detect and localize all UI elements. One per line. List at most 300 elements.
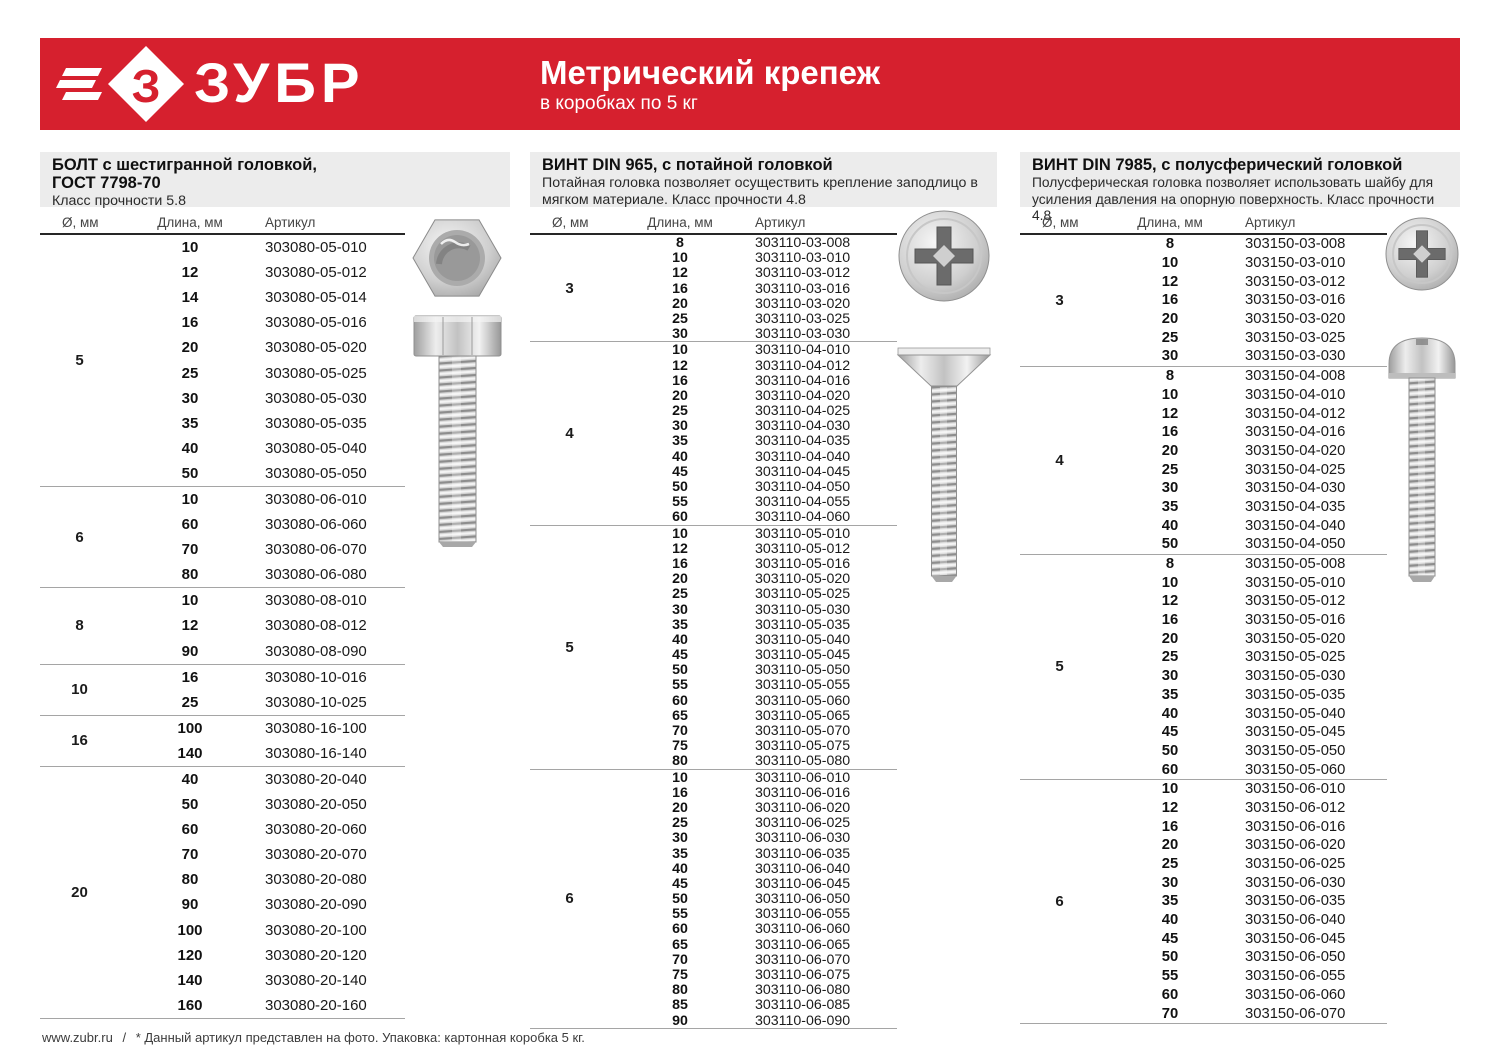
table-row [1115,611,1387,630]
length-value: 10 [181,490,199,508]
table-row [135,537,405,562]
diameter-value: 4 [1055,451,1064,469]
table-row [625,1013,897,1028]
table-row [625,937,897,952]
article-value: 303110-06-016 [755,784,851,801]
article-value: 303080-16-100 [265,719,367,737]
article-value: 303080-20-080 [265,871,367,889]
footer-divider: / [122,1030,127,1045]
table-row [1115,310,1387,329]
length-value: 70 [672,723,688,739]
article-value: 303110-05-055 [755,677,851,694]
article-value: 303080-20-040 [265,771,367,789]
diameter-value: 3 [1055,291,1064,309]
article-value: 303150-06-012 [1245,799,1346,816]
table-row [625,373,897,388]
article-value: 303150-05-025 [1245,649,1346,666]
table-title [52,156,498,192]
diameter-group [40,664,405,715]
diameter-group [1020,235,1387,366]
article-value: 303110-05-035 [755,616,851,633]
article-value: 303080-20-100 [265,921,367,939]
length-value: 100 [177,719,203,737]
product-photo [896,210,993,588]
table-row [135,892,405,917]
article-value: 303150-05-040 [1245,705,1346,722]
group-rows [135,487,405,587]
length-value: 30 [1161,668,1179,685]
length-value: 35 [1161,686,1179,703]
table-row [135,260,405,285]
table-row [625,906,897,921]
table-row [135,411,405,436]
article-value: 303080-20-070 [265,846,367,864]
length-value: 25 [672,586,688,603]
column-header-length: Длина, мм [157,215,223,230]
table-row [625,952,897,967]
table-row [625,785,897,800]
article-value: 303150-03-012 [1245,273,1346,290]
length-value: 25 [1161,329,1179,346]
article-value: 303110-05-080 [755,753,851,770]
article-value: 303110-04-045 [755,463,851,480]
article-value: 303080-05-016 [265,314,367,332]
table-row [1115,272,1387,291]
pan-head-screw-photo-icon [1386,212,1458,590]
article-value: 303110-03-016 [755,280,851,297]
group-rows [135,665,405,715]
length-value: 120 [177,946,203,964]
table-row [625,982,897,997]
length-value: 60 [181,516,199,534]
table-row [135,639,405,664]
article-value: 303150-04-035 [1245,498,1346,515]
length-value: 20 [672,799,688,816]
article-value: 303150-04-020 [1245,442,1346,459]
table-row [135,436,405,461]
diameter-value: 4 [565,424,574,442]
article-value: 303110-05-020 [755,571,851,588]
article-value: 303150-05-035 [1245,686,1346,703]
table-row [1115,516,1387,535]
length-value: 45 [672,647,688,664]
length-value: 12 [672,265,688,282]
length-value: 30 [1161,874,1179,891]
length-value: 50 [672,891,688,908]
length-value: 60 [1161,986,1179,1003]
table-row [1115,423,1387,442]
table-header [40,152,510,207]
table-row [625,556,897,571]
length-value: 10 [181,239,199,257]
diameter-value: 10 [71,681,88,699]
table-row [1115,460,1387,479]
table-row [1115,648,1387,667]
length-value: 35 [181,414,199,432]
table-row [135,690,405,715]
table-row [625,723,897,738]
table-title [1032,156,1448,174]
table-row [1115,347,1387,366]
table-row [1115,892,1387,911]
article-value: 303150-05-008 [1245,556,1346,573]
article-value: 303150-06-060 [1245,986,1346,1003]
table-row [625,326,897,341]
table-row [625,235,897,250]
length-value: 75 [672,967,688,983]
article-value: 303080-10-016 [265,668,367,686]
table-row [135,461,405,486]
table-row [135,562,405,587]
table-body [530,235,897,1029]
article-value: 303150-04-012 [1245,405,1346,422]
article-value: 303110-06-040 [755,860,851,877]
article-value: 303110-04-010 [755,342,851,359]
group-rows [625,342,897,524]
length-value: 10 [181,592,199,610]
diameter-value: 6 [1055,892,1064,910]
footer-note: * Данный артикул представлен на фото. Упаковка: картонная коробка 5 кг. [135,1030,585,1045]
length-value: 65 [672,707,688,724]
article-value: 303110-05-065 [755,707,851,724]
article-value: 303110-05-050 [755,662,851,679]
table-row [1115,742,1387,761]
article-value: 303080-20-160 [265,996,367,1014]
site-url[interactable]: www.zubr.ru [42,1030,113,1045]
length-value: 12 [1161,799,1179,816]
table-row [1115,328,1387,347]
table-row [1115,1004,1387,1023]
table-row [135,487,405,512]
length-value: 85 [672,997,688,1014]
table-row [135,335,405,360]
table-row [135,968,405,993]
length-value: 35 [672,616,688,633]
length-value: 70 [1161,1005,1179,1022]
article-value: 303150-04-030 [1245,480,1346,497]
length-value: 80 [181,871,199,889]
table-row [135,512,405,537]
group-rows [625,526,897,769]
table-row [625,494,897,509]
article-value: 303110-05-030 [755,601,851,618]
length-value: 40 [672,448,688,465]
article-value: 303110-03-008 [755,235,851,251]
length-value: 25 [672,310,688,327]
article-value: 303150-06-010 [1245,781,1346,798]
length-value: 100 [177,921,203,939]
length-value: 35 [672,845,688,862]
article-value: 303150-06-016 [1245,818,1346,835]
column-header-article: Артикул [755,215,806,230]
table-title-line: ВИНТ DIN 965, с потайной головкой [542,156,833,174]
article-value: 303080-05-030 [265,389,367,407]
diameter-value: 6 [75,528,84,546]
article-value: 303150-05-050 [1245,742,1346,759]
length-value: 55 [1161,968,1179,985]
article-value: 303080-06-080 [265,566,367,584]
article-value: 303110-05-025 [755,586,851,603]
table-row [625,891,897,906]
article-value: 303110-06-020 [755,799,851,816]
length-value: 30 [672,326,688,343]
product-photo [1386,212,1458,590]
article-value: 303110-06-055 [755,906,851,923]
length-value: 20 [1161,442,1179,459]
group-rows [135,588,405,663]
diameter-group [40,235,405,486]
length-value: 20 [672,387,688,404]
table-row [1115,291,1387,310]
length-value: 35 [1161,498,1179,515]
article-value: 303150-03-020 [1245,311,1346,328]
table-row [135,235,405,260]
article-value: 303080-10-025 [265,693,367,711]
length-value: 40 [181,439,199,457]
article-value: 303150-03-030 [1245,348,1346,365]
article-value: 303110-06-060 [755,921,851,938]
length-value: 55 [672,494,688,511]
article-value: 303110-06-045 [755,875,851,892]
length-value: 12 [1161,593,1179,610]
article-value: 303150-06-025 [1245,856,1346,873]
length-value: 35 [672,433,688,450]
table-row [135,993,405,1018]
column-headers [40,215,405,235]
diameter-group [530,341,897,524]
article-value: 303150-06-045 [1245,930,1346,947]
length-value: 40 [1161,705,1179,722]
brand-banner [40,38,1460,130]
article-value: 303110-04-060 [755,509,851,526]
fastener-table [530,152,997,1029]
table-row [1115,386,1387,405]
column-headers [530,215,897,235]
article-value: 303110-03-020 [755,295,851,312]
diameter-group [40,486,405,587]
article-value: 303080-05-025 [265,364,367,382]
table-row [135,285,405,310]
article-value: 303110-05-040 [755,631,851,648]
length-value: 90 [672,1012,688,1029]
article-value: 303110-04-030 [755,418,851,435]
hex-bolt-photo-icon [405,214,510,549]
article-value: 303080-08-090 [265,642,367,660]
article-value: 303080-05-040 [265,439,367,457]
table-row [625,861,897,876]
article-value: 303080-20-060 [265,821,367,839]
article-value: 303110-06-075 [755,967,851,983]
article-value: 303110-04-020 [755,387,851,404]
svg-text:З: З [131,60,161,112]
article-value: 303110-05-010 [755,525,851,542]
article-value: 303110-05-070 [755,723,851,739]
article-value: 303080-16-140 [265,744,367,762]
table-row [135,918,405,943]
table-row [135,792,405,817]
column-headers [1020,215,1387,235]
column-header-diameter: Ø, мм [552,215,589,230]
article-value: 303080-05-012 [265,264,367,282]
table-row [625,311,897,326]
length-value: 60 [1161,761,1179,778]
length-value: 60 [181,821,199,839]
length-value: 55 [672,906,688,923]
article-value: 303080-20-050 [265,796,367,814]
length-value: 16 [1161,424,1179,441]
length-value: 50 [1161,536,1179,553]
table-row [625,693,897,708]
table-row [625,617,897,632]
table-row [625,296,897,311]
table-row [135,741,405,766]
article-value: 303110-06-090 [755,1012,851,1029]
article-value: 303150-06-070 [1245,1005,1346,1022]
table-row [1115,592,1387,611]
table-row [1115,873,1387,892]
table-row [1115,911,1387,930]
table-row [1115,836,1387,855]
length-value: 8 [1165,368,1175,385]
column-header-diameter: Ø, мм [1042,215,1079,230]
table-body [40,235,405,1019]
article-value: 303110-04-050 [755,479,851,495]
length-value: 16 [1161,612,1179,629]
length-value: 25 [181,364,199,382]
length-value: 50 [672,479,688,495]
length-value: 16 [672,372,688,389]
diameter-group [40,587,405,663]
article-value: 303110-05-060 [755,692,851,709]
table-row [135,842,405,867]
article-value: 303150-05-060 [1245,761,1346,778]
length-value: 75 [672,738,688,755]
article-value: 303080-06-070 [265,541,367,559]
length-value: 60 [672,509,688,526]
length-value: 80 [181,566,199,584]
column-header-length: Длина, мм [647,215,713,230]
table-row [1115,855,1387,874]
table-row [1115,479,1387,498]
article-value: 303110-04-025 [755,403,851,420]
article-value: 303110-06-025 [755,815,851,832]
article-value: 303150-05-016 [1245,612,1346,629]
table-row [625,647,897,662]
length-value: 14 [181,289,199,307]
length-value: 16 [181,668,199,686]
article-value: 303150-05-045 [1245,724,1346,741]
article-value: 303110-05-016 [755,555,851,572]
zubr-logo [56,38,365,130]
countersunk-screw-photo-icon [896,210,993,588]
table-row [625,509,897,524]
length-value: 60 [672,692,688,709]
length-value: 50 [181,796,199,814]
length-value: 30 [181,389,199,407]
table-row [1115,799,1387,818]
diameter-value: 3 [565,279,574,297]
length-value: 40 [672,631,688,648]
table-row [1115,929,1387,948]
article-value: 303150-04-025 [1245,461,1346,478]
table-row [625,342,897,357]
table-row [1115,780,1387,799]
table-row [1115,367,1387,386]
article-value: 303080-06-060 [265,516,367,534]
length-value: 65 [672,936,688,953]
length-value: 35 [1161,893,1179,910]
length-value: 25 [672,403,688,420]
article-value: 303150-04-040 [1245,517,1346,534]
length-value: 10 [1161,255,1179,272]
table-row [625,250,897,265]
table-row [135,943,405,968]
length-value: 30 [672,601,688,618]
group-rows [135,716,405,766]
article-value: 303150-06-040 [1245,912,1346,929]
product-photo [405,214,510,549]
table-row [625,526,897,541]
table-row [1115,498,1387,517]
article-value: 303080-20-140 [265,971,367,989]
article-value: 303080-05-050 [265,464,367,482]
table-row [625,753,897,768]
length-value: 16 [1161,818,1179,835]
length-value: 90 [181,896,199,914]
length-value: 45 [1161,724,1179,741]
article-value: 303150-05-010 [1245,574,1346,591]
table-header [530,152,997,207]
length-value: 8 [676,235,684,251]
article-value: 303150-03-016 [1245,292,1346,309]
article-value: 303110-06-080 [755,982,851,999]
article-value: 303110-06-065 [755,936,851,953]
table-row [1115,404,1387,423]
table-row [625,738,897,753]
article-value: 303150-03-025 [1245,329,1346,346]
page-subtitle: в коробках по 5 кг [540,93,698,114]
diameter-group [530,769,897,1028]
article-value: 303150-04-016 [1245,424,1346,441]
length-value: 40 [1161,912,1179,929]
table-title-line: БОЛТ с шестигранной головкой, [52,156,317,174]
table-row [135,716,405,741]
length-value: 80 [672,982,688,999]
length-value: 30 [1161,348,1179,365]
table-title-line: ВИНТ DIN 7985, с полусферический головкой [1032,156,1403,174]
table-row [625,449,897,464]
article-value: 303080-05-020 [265,339,367,357]
length-value: 10 [1161,386,1179,403]
table-row [135,386,405,411]
length-value: 25 [1161,856,1179,873]
table-row [625,830,897,845]
table-row [625,479,897,494]
article-value: 303150-06-030 [1245,874,1346,891]
length-value: 20 [181,339,199,357]
table-row [1115,254,1387,273]
length-value: 140 [177,744,203,762]
group-rows [1115,780,1387,1023]
table-row [625,815,897,830]
table-row [625,967,897,982]
article-value: 303110-05-075 [755,738,851,755]
table-row [625,586,897,601]
table-row [1115,760,1387,779]
column-header-article: Артикул [1245,215,1296,230]
article-value: 303110-06-035 [755,845,851,862]
table-row [625,997,897,1012]
